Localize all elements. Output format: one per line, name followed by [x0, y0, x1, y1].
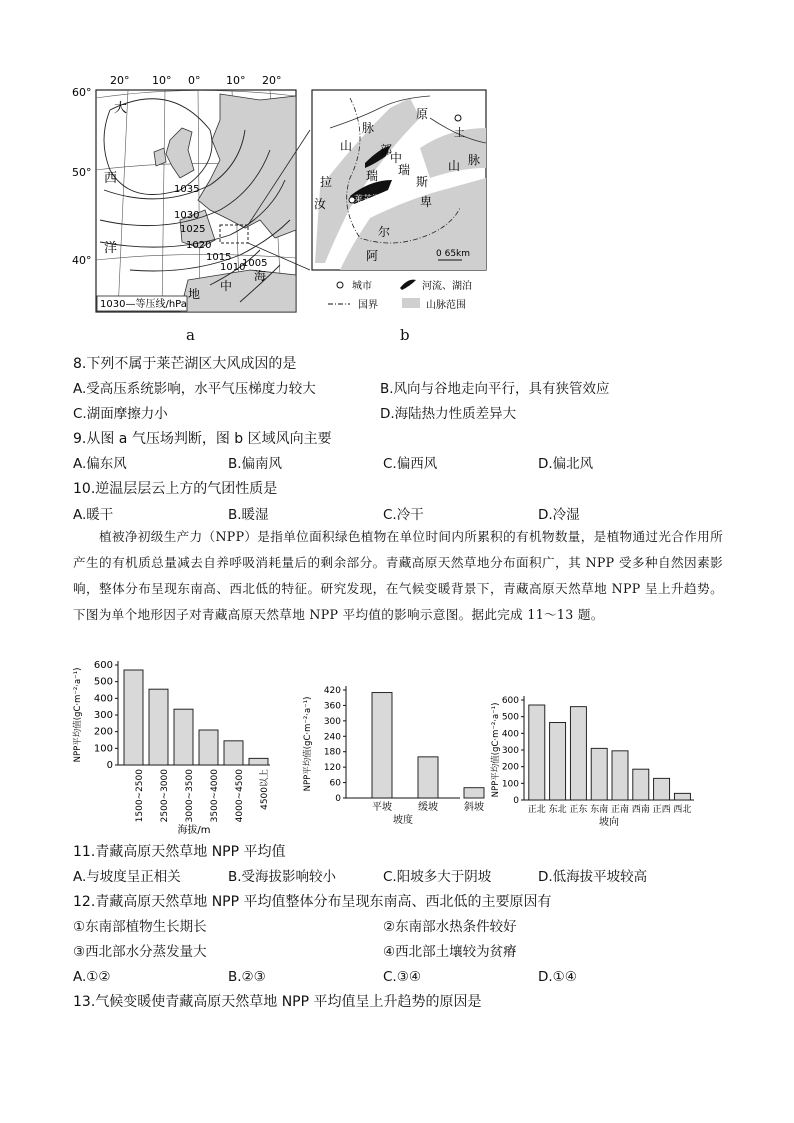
lat-label: 60°: [72, 86, 92, 99]
lon-label: 10°: [226, 74, 246, 87]
q10-option-b[interactable]: B.暖湿: [228, 507, 269, 523]
map-label: 莱芒湖: [354, 195, 382, 205]
lon-label: 0°: [188, 74, 201, 87]
category-label: 4500以上: [260, 769, 271, 810]
lon-label: 20°: [110, 74, 130, 87]
q11-option-a[interactable]: A.与坡度呈正相关: [73, 869, 181, 885]
y-tick-label: 0: [106, 760, 113, 771]
y-tick-label: 200: [501, 762, 519, 773]
legend-border: 国界: [358, 300, 378, 311]
category-label: 2500~3000: [160, 769, 171, 823]
y-tick-label: 300: [93, 710, 113, 721]
map-label: 斯: [416, 175, 429, 189]
bar: [149, 689, 168, 765]
x-axis-label: 海拔/m: [177, 825, 211, 836]
y-tick-label: 360: [323, 701, 341, 712]
bar: [124, 670, 143, 765]
map-label: 阿: [366, 249, 379, 263]
y-tick-label: 300: [501, 746, 519, 756]
q11-option-d[interactable]: D.低海拔平坡较高: [538, 869, 648, 885]
map-label: 拉: [320, 175, 333, 189]
isobar-label: 1015: [206, 252, 232, 263]
map-label: 部: [380, 143, 393, 157]
category-label: 东南: [590, 805, 609, 815]
place-label: 地: [188, 287, 201, 301]
passage-text: 植被净初级生产力（NPP）是指单位面积绿色植物在单位时间内所累积的有机物数量，是植物通过光合作用所产生的有机质总量减去自养呼吸消耗量后的剩余部分。青藏高原天然草地分布面积广，其 NPP 受多种自然因素影响，整体分布呈现东南高、西北低的特征。研究发现，在气候变暖背景下，青藏高原天然草地 NPP 呈上升趋势。下图为单个地形因子对青藏高原天然草地 NPP 平均值的影响示意图。据此完成 11～13 题。: [73, 529, 723, 622]
y-tick-label: 600: [501, 696, 519, 706]
question-10-stem: 10.逆温层层云上方的气团性质是: [73, 481, 278, 497]
y-tick-label: 60: [329, 778, 341, 789]
category-label: 1500~2500: [135, 769, 146, 823]
bar: [654, 778, 670, 800]
category-label: 缓坡: [418, 802, 438, 813]
bar: [674, 793, 690, 800]
lon-label: 20°: [262, 74, 282, 87]
question-12-stem: 12.青藏高原天然草地 NPP 平均值整体分布呈现东南高、西北低的主要原因有: [73, 894, 552, 910]
bar: [464, 788, 484, 798]
isobar-label: 1035: [174, 184, 200, 195]
map-a: [70, 70, 310, 320]
q11-option-b[interactable]: B.受海拔影响较小: [228, 869, 337, 885]
bar: [224, 741, 243, 765]
category-label: 西南: [631, 805, 650, 815]
category-label: 3000~3500: [185, 769, 196, 823]
category-label: 西北: [673, 805, 692, 815]
y-tick-label: 100: [93, 743, 113, 755]
y-tick-label: 180: [323, 747, 341, 758]
q12-item-4: ④西北部土壤较为贫瘠: [383, 944, 517, 960]
map-label: 原: [416, 107, 429, 121]
y-tick-label: 420: [323, 686, 341, 696]
map-label: 瑞: [366, 169, 379, 183]
q12-option-a[interactable]: A.①②: [73, 969, 111, 985]
q12-option-c[interactable]: C.③④: [383, 969, 421, 985]
q9-option-b[interactable]: B.偏南风: [228, 456, 283, 472]
map-label: 卑: [420, 195, 433, 209]
q8-option-c[interactable]: C.湖面摩擦力小: [73, 406, 168, 422]
y-tick-label: 240: [323, 732, 341, 743]
q9-option-c[interactable]: C.偏西风: [383, 456, 438, 472]
map-label: 山: [340, 139, 353, 153]
map-label: 中: [390, 151, 403, 165]
bar: [612, 751, 628, 800]
q11-option-c[interactable]: C.阳坡多大于阴坡: [383, 869, 492, 885]
map-label: 土: [454, 126, 465, 139]
y-axis-label: NPP平均值(gC·m⁻²·a⁻¹): [73, 667, 83, 763]
y-tick-label: 100: [501, 779, 519, 790]
passage: [73, 524, 723, 628]
y-tick-label: 200: [93, 726, 113, 738]
lat-label: 50°: [72, 166, 92, 179]
q10-option-a[interactable]: A.暖干: [73, 507, 114, 523]
x-axis-label: 坡度: [393, 815, 413, 826]
category-label: 正北: [527, 805, 546, 815]
y-tick-label: 120: [323, 763, 341, 774]
place-label: 中: [220, 279, 233, 293]
lat-label: 40°: [72, 254, 92, 267]
question-13-stem: 13.气候变暖使青藏高原天然草地 NPP 平均值呈上升趋势的原因是: [73, 994, 482, 1010]
y-axis-label: NPP平均值(gC·m⁻²·a⁻¹): [303, 696, 313, 792]
y-tick-label: 300: [323, 716, 341, 727]
bar: [418, 757, 438, 798]
chart-slope: [300, 680, 484, 835]
y-tick-label: 0: [335, 794, 341, 804]
legend-river: 河流、湖泊: [422, 281, 472, 292]
legend-mountain: 山脉范围: [426, 300, 466, 311]
category-label: 正南: [610, 805, 630, 815]
q12-item-1: ①东南部植物生长期长: [73, 919, 207, 935]
legend-city: 城市: [352, 281, 372, 292]
bar: [199, 730, 218, 765]
q9-option-a[interactable]: A.偏东风: [73, 456, 127, 472]
category-label: 斜坡: [464, 802, 484, 813]
map-label: 汝: [314, 197, 327, 211]
q12-item-3: ③西北部水分蒸发量大: [73, 944, 207, 960]
isobar-label: 1025: [180, 224, 206, 235]
q12-option-d[interactable]: D.①④: [538, 969, 577, 985]
map-label: 脉: [468, 153, 481, 167]
question-9-stem: 9.从图 a 气压场判断，图 b 区域风向主要: [73, 431, 332, 447]
q8-option-a[interactable]: A.受高压系统影响，水平气压梯度力较大: [73, 381, 316, 397]
bar: [249, 758, 268, 765]
q12-item-2: ②东南部水热条件较好: [383, 919, 517, 935]
map-b-caption: b: [400, 326, 410, 344]
map-a-caption: a: [186, 326, 195, 344]
place-label: 洋: [104, 241, 118, 256]
bar: [174, 709, 193, 765]
bar: [529, 705, 545, 800]
question-11-stem: 11.青藏高原天然草地 NPP 平均值: [73, 844, 286, 860]
map-b: [310, 88, 490, 318]
isobar-legend: 1030—等压线/hPa: [100, 299, 187, 310]
x-axis-label: 坡向: [599, 817, 619, 828]
y-tick-label: 400: [93, 693, 113, 705]
category-label: 正东: [569, 805, 588, 815]
y-tick-label: 500: [501, 712, 519, 723]
category-label: 3500~4000: [210, 769, 221, 823]
bar: [591, 748, 607, 800]
category-label: 东北: [548, 805, 567, 815]
isobar-label: 1005: [242, 258, 268, 269]
map-label: 脉: [362, 121, 375, 135]
chart-altitude: [70, 655, 285, 835]
bar: [633, 769, 649, 800]
map-label: 山: [448, 159, 461, 173]
y-tick-label: 500: [93, 676, 113, 688]
question-8-stem: 8.下列不属于莱芒湖区大风成因的是: [73, 356, 297, 372]
q9-option-d[interactable]: D.偏北风: [538, 456, 594, 472]
q10-option-d[interactable]: D.冷湿: [538, 507, 580, 523]
map-label: 尔: [378, 225, 391, 239]
category-label: 4000~4500: [235, 769, 246, 823]
category-label: 平坡: [372, 802, 392, 813]
isobar-label: 1020: [186, 240, 212, 251]
place-label: 西: [104, 171, 118, 186]
category-label: 正西: [652, 805, 671, 815]
isobar-label: 1010: [220, 262, 246, 273]
place-label: 海: [254, 269, 267, 283]
q12-option-b[interactable]: B.②③: [228, 969, 266, 985]
bar: [570, 707, 586, 800]
bar: [550, 723, 566, 801]
q10-option-c[interactable]: C.冷干: [383, 507, 424, 523]
y-tick-label: 600: [93, 660, 113, 671]
lon-label: 10°: [152, 74, 172, 87]
q8-option-d[interactable]: D.海陆热力性质差异大: [380, 406, 517, 422]
isobar-label: 1030: [174, 210, 200, 221]
place-label: 大: [114, 101, 128, 116]
map-label: 瑞: [398, 163, 411, 177]
scale-bar: 0 65km: [436, 249, 471, 259]
bar: [372, 693, 392, 798]
y-axis-label: NPP平均值(gC·m⁻²·a⁻¹): [491, 702, 501, 798]
chart-aspect: [488, 690, 698, 835]
q8-option-b[interactable]: B.风向与谷地走向平行，具有狭管效应: [380, 381, 610, 397]
y-tick-label: 400: [501, 729, 519, 740]
y-tick-label: 0: [513, 796, 519, 806]
